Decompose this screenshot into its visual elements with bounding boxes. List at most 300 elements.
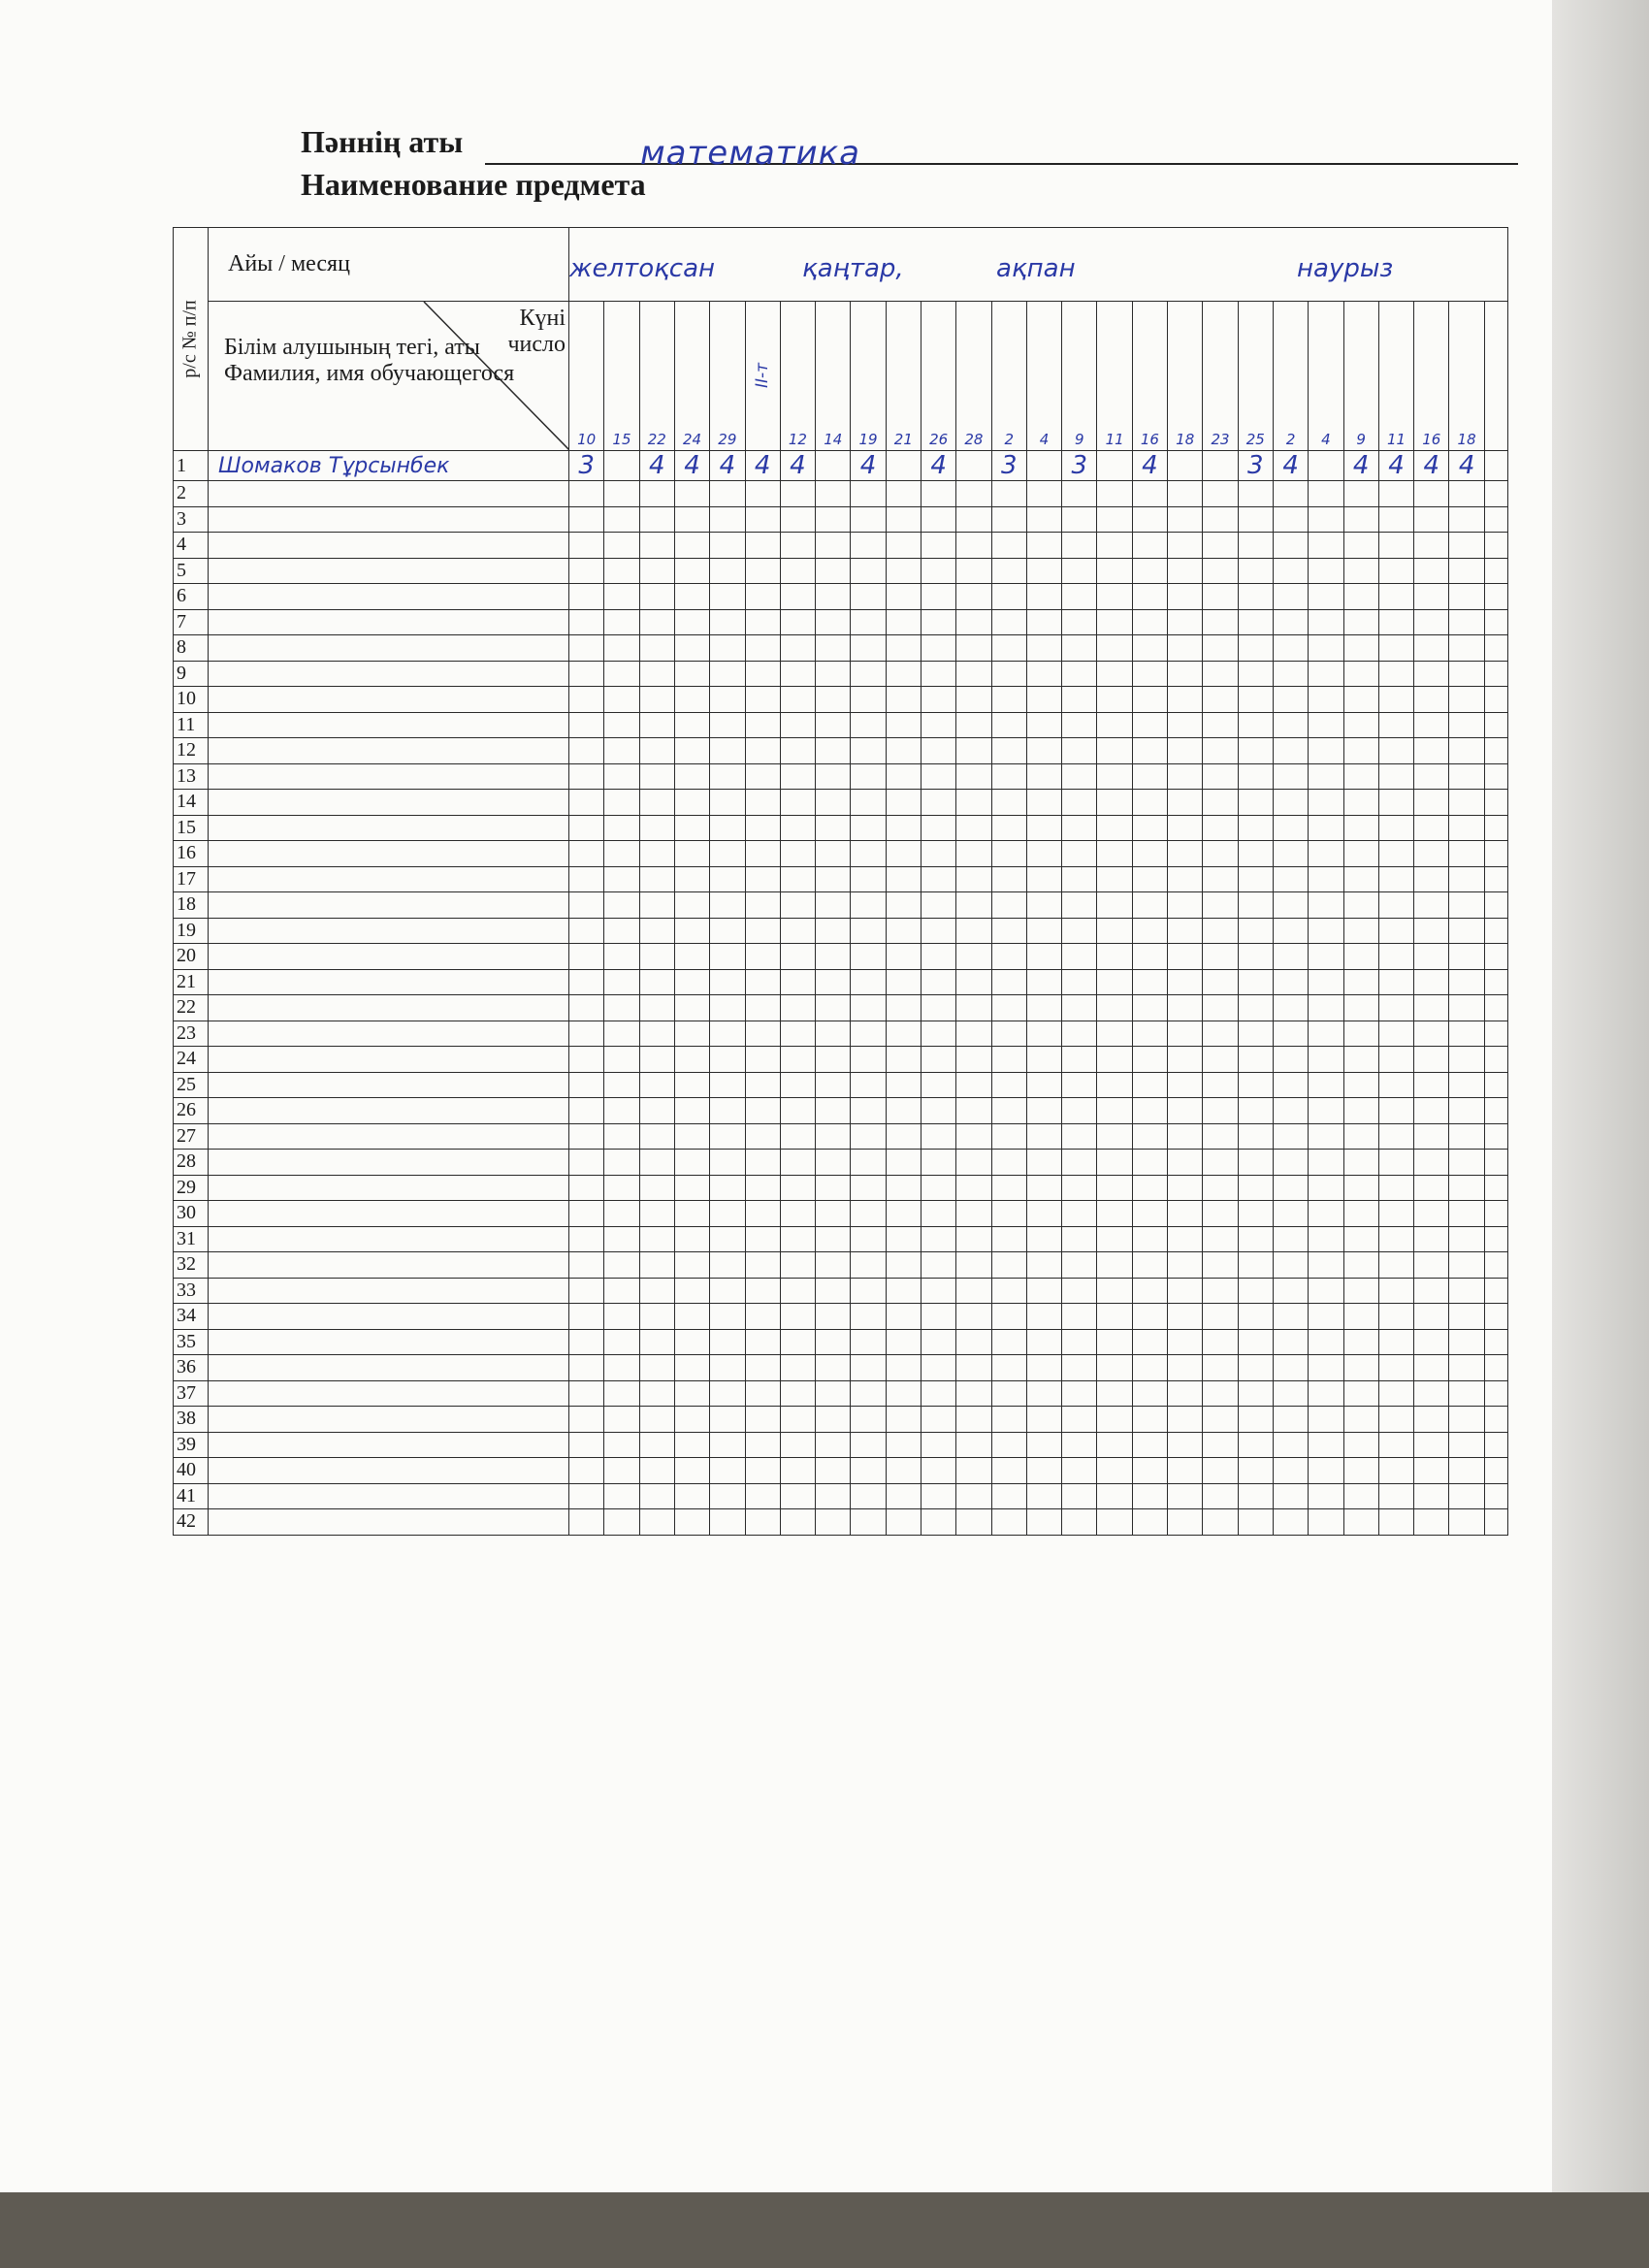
grade-cell[interactable]	[710, 481, 745, 507]
grade-cell[interactable]	[1097, 609, 1132, 635]
grade-cell[interactable]	[639, 506, 674, 533]
grade-cell[interactable]	[816, 635, 851, 662]
grade-cell[interactable]	[604, 866, 639, 892]
grade-cell[interactable]	[1414, 1175, 1449, 1201]
grade-cell[interactable]	[1062, 763, 1097, 790]
grade-cell[interactable]	[569, 1226, 604, 1252]
grade-cell[interactable]	[780, 918, 815, 944]
grade-cell[interactable]	[1449, 790, 1484, 816]
grade-cell[interactable]	[1378, 1380, 1413, 1407]
grade-cell[interactable]	[1414, 1432, 1449, 1458]
grade-cell[interactable]	[1026, 1226, 1061, 1252]
grade-cell[interactable]	[1097, 995, 1132, 1021]
grade-cell[interactable]	[991, 969, 1026, 995]
grade-cell[interactable]	[780, 558, 815, 584]
grade-cell[interactable]	[921, 841, 955, 867]
grade-cell[interactable]	[1026, 1304, 1061, 1330]
grade-cell[interactable]	[1343, 1072, 1378, 1098]
grade-cell[interactable]	[816, 1021, 851, 1047]
grade-cell[interactable]	[745, 1329, 780, 1355]
grade-cell[interactable]	[1414, 1458, 1449, 1484]
grade-cell[interactable]	[1026, 918, 1061, 944]
grade-cell[interactable]	[1309, 533, 1343, 559]
grade-cell[interactable]	[780, 1329, 815, 1355]
grade-cell[interactable]	[1026, 1407, 1061, 1433]
grade-cell[interactable]	[1484, 841, 1507, 867]
grade-cell[interactable]	[1238, 584, 1273, 610]
grade-cell[interactable]	[1343, 533, 1378, 559]
grade-cell[interactable]	[921, 944, 955, 970]
grade-cell[interactable]	[991, 1072, 1026, 1098]
grade-cell[interactable]	[1378, 1355, 1413, 1381]
grade-cell[interactable]	[851, 1226, 886, 1252]
grade-cell[interactable]	[1168, 738, 1203, 764]
grade-cell[interactable]	[1132, 712, 1167, 738]
grade-cell[interactable]	[710, 1098, 745, 1124]
grade-cell[interactable]	[956, 841, 991, 867]
grade-cell[interactable]	[710, 687, 745, 713]
grade-cell[interactable]	[886, 841, 921, 867]
grade-cell[interactable]	[1203, 1304, 1238, 1330]
grade-cell[interactable]	[639, 1458, 674, 1484]
grade-cell[interactable]	[1026, 944, 1061, 970]
grade-cell[interactable]	[816, 481, 851, 507]
grade-cell[interactable]	[1026, 687, 1061, 713]
grade-cell[interactable]	[1203, 1252, 1238, 1279]
student-name[interactable]	[209, 687, 569, 713]
grade-cell[interactable]	[1378, 1201, 1413, 1227]
grade-cell[interactable]	[1343, 1201, 1378, 1227]
grade-cell[interactable]	[1309, 969, 1343, 995]
grade-cell[interactable]	[1378, 712, 1413, 738]
grade-cell[interactable]	[956, 892, 991, 919]
grade-cell[interactable]	[956, 969, 991, 995]
grade-cell[interactable]	[1309, 1380, 1343, 1407]
grade-cell[interactable]	[991, 892, 1026, 919]
grade-cell[interactable]	[1449, 533, 1484, 559]
grade-cell[interactable]	[1343, 763, 1378, 790]
grade-cell[interactable]	[1343, 969, 1378, 995]
grade-cell[interactable]	[780, 763, 815, 790]
grade-cell[interactable]	[1062, 506, 1097, 533]
grade-cell[interactable]	[1168, 661, 1203, 687]
grade-cell[interactable]	[710, 1021, 745, 1047]
grade-cell[interactable]	[851, 635, 886, 662]
grade-cell[interactable]	[1203, 866, 1238, 892]
grade-cell[interactable]	[745, 841, 780, 867]
grade-cell[interactable]	[1238, 1509, 1273, 1536]
grade-cell[interactable]	[1203, 533, 1238, 559]
grade-cell[interactable]	[604, 995, 639, 1021]
grade-cell[interactable]	[1203, 1047, 1238, 1073]
grade-cell[interactable]	[569, 969, 604, 995]
grade-cell[interactable]	[1062, 995, 1097, 1021]
grade-cell[interactable]	[569, 1329, 604, 1355]
grade-cell[interactable]	[991, 995, 1026, 1021]
grade-cell[interactable]	[604, 790, 639, 816]
grade-cell[interactable]	[604, 1509, 639, 1536]
grade-cell[interactable]	[1273, 969, 1308, 995]
grade-cell[interactable]	[569, 1407, 604, 1433]
grade-cell[interactable]	[745, 661, 780, 687]
grade-cell[interactable]	[745, 687, 780, 713]
grade-cell[interactable]	[1343, 918, 1378, 944]
grade-cell[interactable]	[1062, 712, 1097, 738]
grade-cell[interactable]	[780, 1175, 815, 1201]
student-name[interactable]	[209, 738, 569, 764]
grade-cell[interactable]	[674, 1432, 709, 1458]
grade-cell[interactable]	[991, 1483, 1026, 1509]
grade-cell[interactable]	[1343, 1021, 1378, 1047]
grade-cell[interactable]	[639, 481, 674, 507]
grade-cell[interactable]	[569, 1021, 604, 1047]
grade-cell[interactable]	[1203, 790, 1238, 816]
grade-cell[interactable]	[745, 558, 780, 584]
grade-cell[interactable]	[780, 1355, 815, 1381]
grade-cell[interactable]	[1132, 1355, 1167, 1381]
grade-cell[interactable]	[1097, 1047, 1132, 1073]
grade-cell[interactable]	[604, 1407, 639, 1433]
grade-cell[interactable]	[886, 944, 921, 970]
grade-cell[interactable]	[1343, 481, 1378, 507]
grade-cell[interactable]	[1097, 1123, 1132, 1150]
grade-cell[interactable]	[604, 738, 639, 764]
grade-cell[interactable]	[1309, 1278, 1343, 1304]
grade-cell[interactable]	[1062, 1380, 1097, 1407]
grade-cell[interactable]	[1238, 1098, 1273, 1124]
grade-cell[interactable]	[569, 1072, 604, 1098]
grade-cell[interactable]	[1378, 1072, 1413, 1098]
grade-cell[interactable]: 4	[639, 451, 674, 481]
grade-cell[interactable]	[816, 451, 851, 481]
grade-cell[interactable]	[1203, 1458, 1238, 1484]
grade-cell[interactable]	[816, 1509, 851, 1536]
grade-cell[interactable]	[1238, 1355, 1273, 1381]
grade-cell[interactable]	[886, 584, 921, 610]
grade-cell[interactable]	[639, 661, 674, 687]
grade-cell[interactable]	[1484, 506, 1507, 533]
grade-cell[interactable]	[1203, 1380, 1238, 1407]
grade-cell[interactable]	[956, 1380, 991, 1407]
grade-cell[interactable]	[991, 1380, 1026, 1407]
grade-cell[interactable]	[1132, 1278, 1167, 1304]
grade-cell[interactable]	[921, 790, 955, 816]
grade-cell[interactable]	[604, 1072, 639, 1098]
grade-cell[interactable]	[1414, 969, 1449, 995]
grade-cell[interactable]	[886, 866, 921, 892]
grade-cell[interactable]	[816, 1098, 851, 1124]
grade-cell[interactable]	[674, 1047, 709, 1073]
student-name[interactable]	[209, 481, 569, 507]
grade-cell[interactable]	[639, 1098, 674, 1124]
grade-cell[interactable]	[1309, 609, 1343, 635]
grade-cell[interactable]	[710, 1150, 745, 1176]
grade-cell[interactable]	[1168, 763, 1203, 790]
grade-cell[interactable]	[604, 1201, 639, 1227]
grade-cell[interactable]	[604, 1150, 639, 1176]
grade-cell[interactable]	[991, 790, 1026, 816]
grade-cell[interactable]	[886, 969, 921, 995]
grade-cell[interactable]	[1449, 558, 1484, 584]
grade-cell[interactable]	[1414, 1380, 1449, 1407]
grade-cell[interactable]	[1449, 1304, 1484, 1330]
grade-cell[interactable]	[1273, 1123, 1308, 1150]
grade-cell[interactable]	[639, 1329, 674, 1355]
grade-cell[interactable]	[1062, 1226, 1097, 1252]
grade-cell[interactable]	[745, 1226, 780, 1252]
grade-cell[interactable]	[745, 1304, 780, 1330]
grade-cell[interactable]	[1343, 687, 1378, 713]
grade-cell[interactable]	[1132, 1432, 1167, 1458]
grade-cell[interactable]	[1062, 481, 1097, 507]
grade-cell[interactable]	[921, 609, 955, 635]
student-name[interactable]	[209, 1407, 569, 1433]
grade-cell[interactable]	[956, 506, 991, 533]
grade-cell[interactable]	[956, 1098, 991, 1124]
grade-cell[interactable]	[1343, 738, 1378, 764]
grade-cell[interactable]	[816, 1432, 851, 1458]
grade-cell[interactable]	[745, 1098, 780, 1124]
grade-cell[interactable]	[1132, 1304, 1167, 1330]
grade-cell[interactable]	[816, 1329, 851, 1355]
grade-cell[interactable]	[745, 763, 780, 790]
grade-cell[interactable]	[956, 451, 991, 481]
grade-cell[interactable]	[1062, 1252, 1097, 1279]
grade-cell[interactable]	[569, 995, 604, 1021]
grade-cell[interactable]	[1273, 790, 1308, 816]
grade-cell[interactable]	[780, 1304, 815, 1330]
grade-cell[interactable]	[604, 763, 639, 790]
grade-cell[interactable]	[569, 738, 604, 764]
grade-cell[interactable]	[1203, 1432, 1238, 1458]
grade-cell[interactable]: 4	[674, 451, 709, 481]
grade-cell[interactable]	[886, 533, 921, 559]
grade-cell[interactable]	[780, 1509, 815, 1536]
grade-cell[interactable]	[1273, 1483, 1308, 1509]
grade-cell[interactable]	[1238, 1407, 1273, 1433]
grade-cell[interactable]	[1449, 506, 1484, 533]
grade-cell[interactable]	[1484, 738, 1507, 764]
grade-cell[interactable]	[1168, 1123, 1203, 1150]
grade-cell[interactable]	[1026, 609, 1061, 635]
grade-cell[interactable]	[569, 1047, 604, 1073]
grade-cell[interactable]	[1097, 1380, 1132, 1407]
grade-cell[interactable]	[674, 738, 709, 764]
grade-cell[interactable]	[1132, 661, 1167, 687]
grade-cell[interactable]	[1378, 738, 1413, 764]
grade-cell[interactable]	[1343, 1047, 1378, 1073]
grade-cell[interactable]	[1203, 1226, 1238, 1252]
grade-cell[interactable]	[1168, 635, 1203, 662]
grade-cell[interactable]	[1378, 1047, 1413, 1073]
grade-cell[interactable]	[956, 1226, 991, 1252]
grade-cell[interactable]	[569, 1098, 604, 1124]
grade-cell[interactable]	[1484, 1355, 1507, 1381]
grade-cell[interactable]	[604, 558, 639, 584]
grade-cell[interactable]	[1026, 481, 1061, 507]
grade-cell[interactable]	[674, 533, 709, 559]
grade-cell[interactable]	[1238, 1458, 1273, 1484]
grade-cell[interactable]	[921, 918, 955, 944]
grade-cell[interactable]	[1097, 1226, 1132, 1252]
student-name[interactable]	[209, 1483, 569, 1509]
grade-cell[interactable]	[1378, 506, 1413, 533]
grade-cell[interactable]	[886, 1021, 921, 1047]
grade-cell[interactable]	[710, 558, 745, 584]
grade-cell[interactable]	[1378, 609, 1413, 635]
grade-cell[interactable]	[604, 1098, 639, 1124]
grade-cell[interactable]	[604, 481, 639, 507]
grade-cell[interactable]	[1343, 558, 1378, 584]
grade-cell[interactable]	[921, 1021, 955, 1047]
grade-cell[interactable]	[816, 918, 851, 944]
grade-cell[interactable]	[1062, 738, 1097, 764]
grade-cell[interactable]	[1449, 1150, 1484, 1176]
grade-cell[interactable]	[1062, 1175, 1097, 1201]
grade-cell[interactable]	[780, 1483, 815, 1509]
grade-cell[interactable]	[991, 481, 1026, 507]
grade-cell[interactable]	[639, 1380, 674, 1407]
grade-cell[interactable]	[1343, 1123, 1378, 1150]
grade-cell[interactable]	[1132, 558, 1167, 584]
grade-cell[interactable]	[1203, 841, 1238, 867]
grade-cell[interactable]	[1378, 687, 1413, 713]
grade-cell[interactable]	[780, 1021, 815, 1047]
grade-cell[interactable]	[1203, 1175, 1238, 1201]
grade-cell[interactable]	[921, 738, 955, 764]
grade-cell[interactable]	[1097, 1355, 1132, 1381]
grade-cell[interactable]	[780, 635, 815, 662]
grade-cell[interactable]	[639, 1047, 674, 1073]
grade-cell[interactable]	[956, 481, 991, 507]
grade-cell[interactable]	[1238, 481, 1273, 507]
grade-cell[interactable]	[921, 1407, 955, 1433]
grade-cell[interactable]	[780, 969, 815, 995]
grade-cell[interactable]	[569, 533, 604, 559]
grade-cell[interactable]	[851, 1432, 886, 1458]
grade-cell[interactable]	[674, 506, 709, 533]
grade-cell[interactable]	[1378, 1278, 1413, 1304]
grade-cell[interactable]	[1273, 892, 1308, 919]
grade-cell[interactable]	[1203, 1098, 1238, 1124]
grade-cell[interactable]	[674, 918, 709, 944]
grade-cell[interactable]	[1309, 1021, 1343, 1047]
student-name[interactable]	[209, 763, 569, 790]
grade-cell[interactable]	[1449, 944, 1484, 970]
grade-cell[interactable]	[745, 1380, 780, 1407]
grade-cell[interactable]	[1378, 1123, 1413, 1150]
grade-cell[interactable]	[745, 892, 780, 919]
grade-cell[interactable]	[1132, 1252, 1167, 1279]
grade-cell[interactable]	[780, 892, 815, 919]
grade-cell[interactable]	[710, 995, 745, 1021]
grade-cell[interactable]	[674, 712, 709, 738]
grade-cell[interactable]	[745, 1201, 780, 1227]
grade-cell[interactable]	[1097, 1098, 1132, 1124]
grade-cell[interactable]	[956, 995, 991, 1021]
grade-cell[interactable]	[1026, 790, 1061, 816]
grade-cell[interactable]	[780, 1098, 815, 1124]
grade-cell[interactable]	[1238, 1483, 1273, 1509]
grade-cell[interactable]	[991, 1021, 1026, 1047]
grade-cell[interactable]	[674, 1355, 709, 1381]
grade-cell[interactable]	[1273, 763, 1308, 790]
grade-cell[interactable]	[1414, 533, 1449, 559]
grade-cell[interactable]	[1273, 687, 1308, 713]
grade-cell[interactable]	[604, 815, 639, 841]
grade-cell[interactable]	[1309, 1098, 1343, 1124]
grade-cell[interactable]	[639, 1226, 674, 1252]
grade-cell[interactable]	[816, 1123, 851, 1150]
grade-cell[interactable]	[991, 1175, 1026, 1201]
grade-cell[interactable]	[1484, 918, 1507, 944]
grade-cell[interactable]	[991, 1047, 1026, 1073]
grade-cell[interactable]	[710, 1304, 745, 1330]
grade-cell[interactable]	[639, 533, 674, 559]
grade-cell[interactable]	[639, 584, 674, 610]
grade-cell[interactable]	[1309, 738, 1343, 764]
grade-cell[interactable]	[956, 1047, 991, 1073]
grade-cell[interactable]	[1309, 892, 1343, 919]
grade-cell[interactable]	[780, 533, 815, 559]
grade-cell[interactable]	[956, 687, 991, 713]
grade-cell[interactable]	[991, 712, 1026, 738]
grade-cell[interactable]	[1378, 790, 1413, 816]
grade-cell[interactable]	[1484, 892, 1507, 919]
grade-cell[interactable]	[1097, 918, 1132, 944]
student-name[interactable]	[209, 506, 569, 533]
grade-cell[interactable]	[745, 1021, 780, 1047]
grade-cell[interactable]	[921, 1278, 955, 1304]
grade-cell[interactable]	[780, 506, 815, 533]
grade-cell[interactable]	[991, 738, 1026, 764]
grade-cell[interactable]	[1026, 738, 1061, 764]
grade-cell[interactable]	[604, 1304, 639, 1330]
grade-cell[interactable]	[710, 584, 745, 610]
grade-cell[interactable]	[1097, 1483, 1132, 1509]
grade-cell[interactable]	[1273, 1175, 1308, 1201]
grade-cell[interactable]: 4	[921, 451, 955, 481]
grade-cell[interactable]	[1449, 892, 1484, 919]
grade-cell[interactable]	[1378, 1509, 1413, 1536]
grade-cell[interactable]	[1097, 944, 1132, 970]
grade-cell[interactable]	[956, 1201, 991, 1227]
grade-cell[interactable]	[851, 790, 886, 816]
grade-cell[interactable]	[1484, 815, 1507, 841]
grade-cell[interactable]	[710, 1201, 745, 1227]
grade-cell[interactable]	[1273, 609, 1308, 635]
grade-cell[interactable]	[1378, 533, 1413, 559]
grade-cell[interactable]	[1449, 1329, 1484, 1355]
grade-cell[interactable]	[1449, 712, 1484, 738]
grade-cell[interactable]	[1097, 763, 1132, 790]
grade-cell[interactable]	[1097, 584, 1132, 610]
grade-cell[interactable]	[604, 1226, 639, 1252]
grade-cell[interactable]	[604, 1175, 639, 1201]
grade-cell[interactable]	[1484, 712, 1507, 738]
grade-cell[interactable]	[1238, 1072, 1273, 1098]
grade-cell[interactable]: 4	[1378, 451, 1413, 481]
student-name[interactable]	[209, 815, 569, 841]
grade-cell[interactable]	[956, 815, 991, 841]
grade-cell[interactable]	[1097, 1458, 1132, 1484]
grade-cell[interactable]	[921, 763, 955, 790]
grade-cell[interactable]	[1449, 687, 1484, 713]
grade-cell[interactable]	[1378, 1458, 1413, 1484]
grade-cell[interactable]	[569, 1432, 604, 1458]
grade-cell[interactable]	[710, 1278, 745, 1304]
grade-cell[interactable]	[1484, 866, 1507, 892]
